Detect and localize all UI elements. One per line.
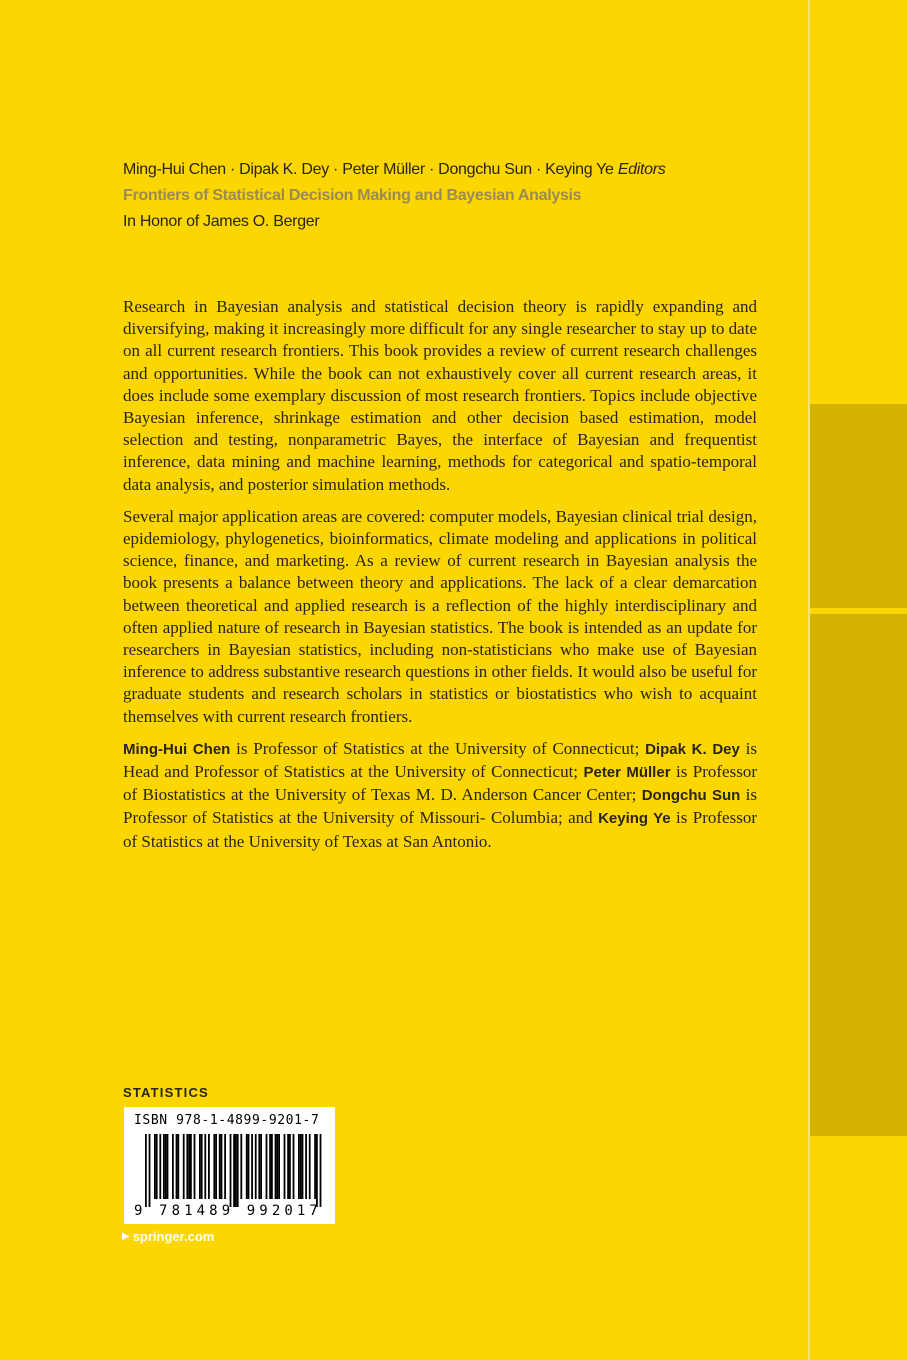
bio-name-dey: Dipak K. Dey [645, 740, 740, 758]
editors-line [123, 157, 783, 183]
bio-text-chen: is Professor of Statistics at the University of Connecticut; [230, 738, 646, 758]
barcode-bar [314, 1134, 316, 1199]
book-header [123, 157, 783, 235]
barcode-bar [302, 1134, 304, 1199]
barcode-bar [186, 1134, 188, 1199]
description-paragraph-1: Research in Bayesian analysis and statistical decision theory is rapidly expanding and diversifying, making it increasingly more difficult for any single researcher to stay up to date on all current research frontiers. This book provides a review of current research challenges and opportunities. While the book can not exhaustively cover all current research areas, it does include some exemplary discussion of most research frontiers. Topics include objective Bayesian inference, shrinkage estimation and other decision based estimation, model selection and testing, nonparametric Bayes, the interface of Bayesian and frequentist inference, data mining and machine learning, methods for categorical and spatio-temporal data analysis, and posterior simulation methods. [123, 297, 757, 494]
barcode-bar [246, 1134, 248, 1199]
bio-name-chen: Ming-Hui Chen [123, 740, 231, 758]
barcode-bar [300, 1134, 302, 1199]
editors-bio [123, 738, 757, 853]
barcode-bar [208, 1134, 210, 1199]
barcode-bar [204, 1134, 206, 1199]
bio-name-ye: Keying Ye [598, 810, 671, 828]
barcode-bar [271, 1134, 273, 1199]
side-band-block-lower [810, 614, 907, 1136]
barcode-bar [167, 1134, 169, 1199]
barcode-bar [159, 1134, 161, 1199]
isbn-label: ISBN 978-1-4899-9201-7 [134, 1113, 320, 1128]
publisher-url: springer.com [132, 1229, 215, 1244]
barcode-bar [224, 1134, 226, 1199]
barcode-bar [237, 1134, 239, 1207]
barcode-bar [176, 1134, 178, 1199]
play-arrow-icon: ▶ [122, 1231, 130, 1242]
barcode-bar [194, 1134, 196, 1199]
bio-name-muller: Peter Müller [583, 764, 671, 782]
barcode-bar [240, 1134, 242, 1199]
barcode-bar [266, 1134, 268, 1199]
barcode-bar [221, 1134, 223, 1199]
barcode-bar [251, 1134, 253, 1199]
side-band [808, 0, 907, 1360]
barcode-bar [284, 1134, 286, 1199]
barcode-bar [199, 1134, 201, 1199]
bio-name-sun: Dongchu Sun [641, 787, 741, 805]
barcode-bar [309, 1134, 311, 1199]
barcode-bar [298, 1134, 300, 1199]
barcode-bar [183, 1134, 185, 1199]
barcode-bar [177, 1134, 179, 1199]
barcode-bar [145, 1134, 147, 1207]
barcode-bar [154, 1134, 156, 1199]
barcode-bar [156, 1134, 158, 1199]
barcode-bar [305, 1134, 307, 1199]
barcode-bar [255, 1134, 257, 1199]
publisher-link[interactable] [122, 1229, 214, 1244]
barcode-digits: 9 781489 992017 [134, 1203, 322, 1219]
barcode-bar [201, 1134, 203, 1199]
book-subtitle: In Honor of James O. Berger [123, 213, 320, 230]
barcode-bar [230, 1134, 232, 1207]
book-description [123, 296, 757, 863]
barcode-bar [260, 1134, 262, 1199]
barcode-bar [188, 1134, 190, 1199]
barcode-bar [269, 1134, 271, 1199]
bio-text-sun: is Professor of Statistics at the University of Missouri- Columbia; and [123, 785, 757, 828]
barcode-bar [235, 1134, 237, 1207]
barcode-bar [165, 1134, 167, 1199]
barcode-bar [293, 1134, 295, 1199]
editors-names: Ming-Hui Chen · Dipak K. Dey · Peter Müller · Dongchu Sun · Keying Ye [123, 161, 614, 178]
bio-text-ye: is Professor of Statistics at the University of Texas at San Antonio. [123, 808, 757, 851]
barcode-bar [215, 1134, 217, 1199]
barcode-bar [289, 1134, 291, 1199]
barcode-bar [233, 1134, 235, 1207]
barcode-bar [149, 1134, 151, 1207]
book-title: Frontiers of Statistical Decision Making and Bayesian Analysis [123, 187, 582, 204]
isbn-barcode [124, 1107, 335, 1224]
editors-role: Editors [617, 161, 666, 178]
barcode-bar [219, 1134, 221, 1199]
bio-text-dey: is Head and Professor of Statistics at the University of Connecticut; [123, 738, 757, 782]
barcode-bar [190, 1134, 192, 1199]
description-paragraph-2: Several major application areas are covered: computer models, Bayesian clinical trial design, epidemiology, phylogenetics, bioinformatics, climate modeling and applications in political science, finance, and marketing. As a review of current research in Bayesian analysis the book presents a balance between theory and applications. The lack of a clear demarcation between theoretical and applied research is a reflection of the highly interdisciplinary and often applied nature of research in Bayesian statistics. The book is intended as an update for researchers in Bayesian statistics, including non-statisticians who make use of Bayesian inference to address substantive research questions in other fields. It would also be useful for graduate students and research scholars in statistics or biostatistics who wish to acquaint themselves with current research frontiers. [123, 506, 757, 726]
barcode-bar [258, 1134, 260, 1199]
barcode-bar [172, 1134, 174, 1199]
barcode-bar [248, 1134, 250, 1199]
barcode-bar [287, 1134, 289, 1199]
subject-category: STATISTICS [123, 1085, 209, 1100]
side-band-block-upper [810, 404, 907, 608]
barcode-bar [276, 1134, 278, 1199]
barcode-bar [278, 1134, 280, 1199]
barcode-bar [163, 1134, 165, 1199]
bio-text-muller: is Professor of Biostatistics at the University of Texas M. D. Anderson Cancer Center; [123, 762, 757, 805]
barcode-bar [316, 1134, 318, 1207]
barcode-bar [320, 1134, 322, 1207]
barcode-bar [213, 1134, 215, 1199]
barcode-bar [275, 1134, 277, 1199]
